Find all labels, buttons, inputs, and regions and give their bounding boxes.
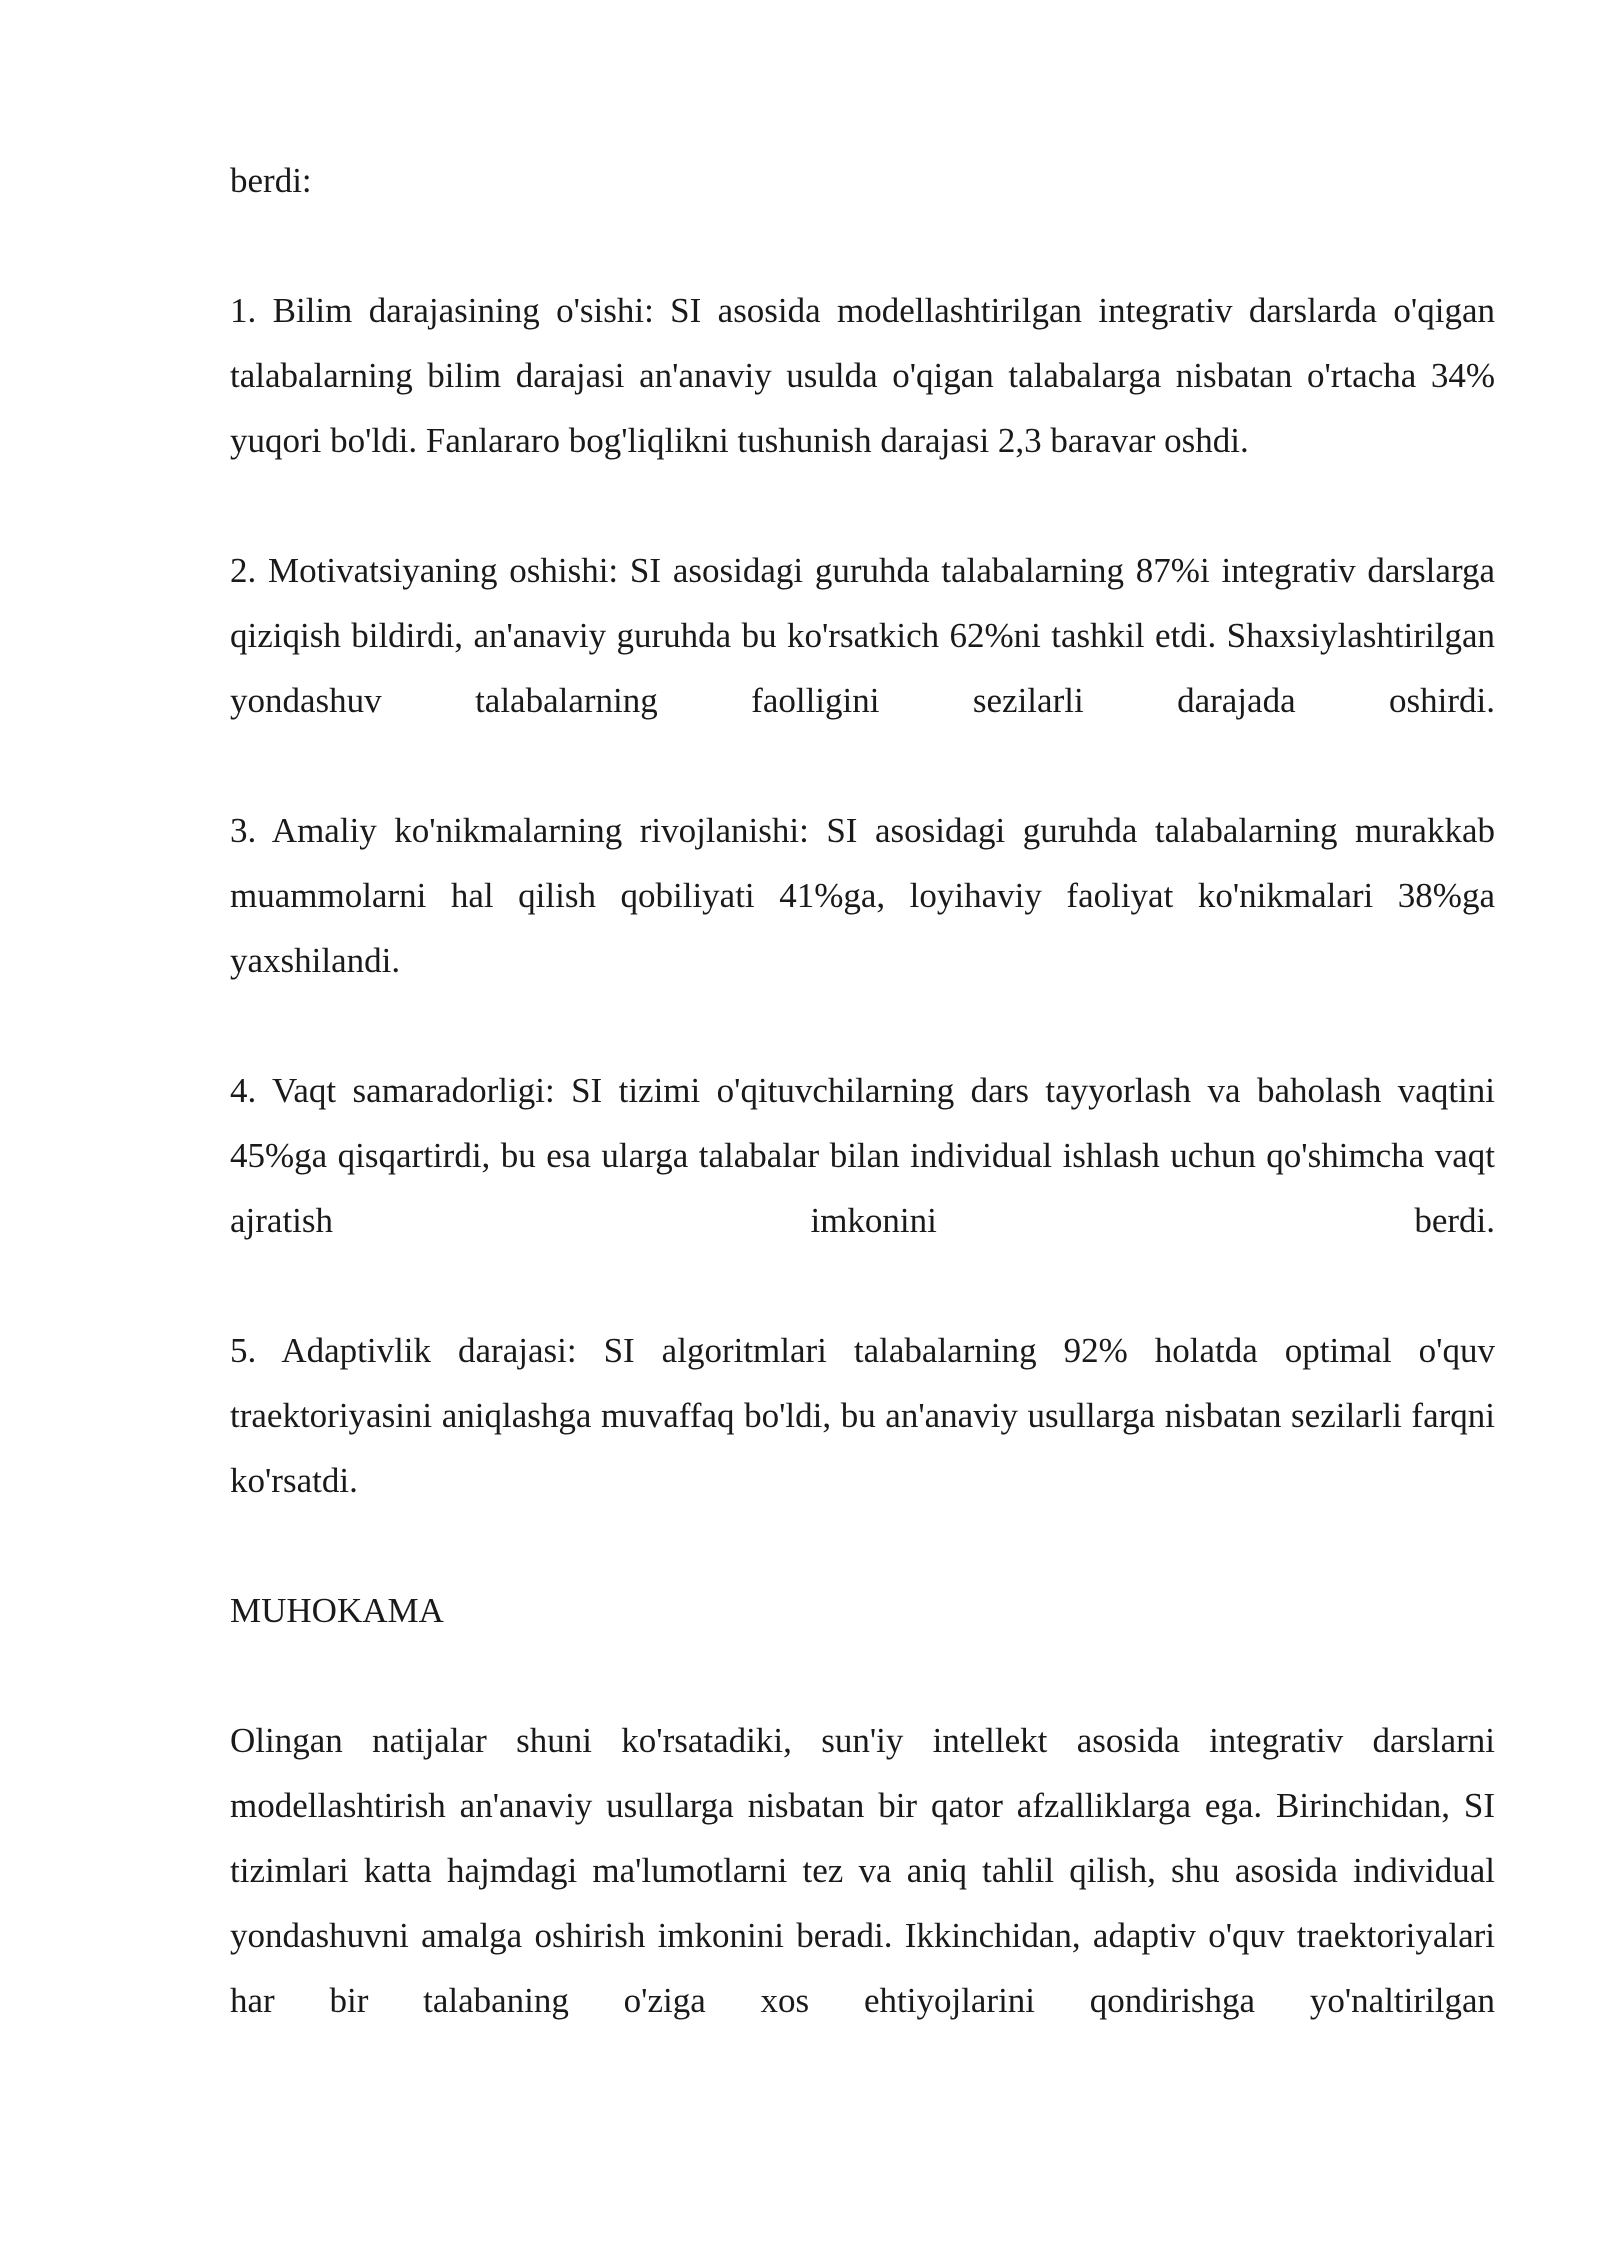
result-item-adaptivity: 5. Adaptivlik darajasi: SI algoritmlari talabalarning 92% holatda optimal o'quv traektoriyasini aniqlashga muvaffaq bo'ldi, bu an'anaviy usullarga nisbatan sezilarli farqni ko'rsatdi.: [230, 1331, 1495, 1500]
result-item-time-efficiency: 4. Vaqt samaradorligi: SI tizimi o'qituvchilarning dars tayyorlash va baholash vaqtini 45%ga qisqartirdi, bu esa ularga talabalar bilan individual ishlash uchun qo'shimcha vaqt ajratish imkonini berdi.: [230, 1071, 1495, 1240]
section-heading: MUHOKAMA: [230, 1591, 444, 1630]
result-item-motivation: 2. Motivatsiyaning oshishi: SI asosidagi guruhda talabalarning 87%i integrativ darslarga qiziqish bildirdi, an'anaviy guruhda bu ko'rsatkich 62%ni tashkil etdi. Shaxsiylashtirilgan yondashuv talabalarning faolligini sezilarli darajada oshirdi.: [230, 551, 1495, 720]
document-body: [230, 148, 1495, 2098]
result-item-practical-skills: 3. Amaliy ko'nikmalarning rivojlanishi: SI asosidagi guruhda talabalarning murakkab muammolarni hal qilish qobiliyati 41%ga, loyihaviy faoliyat ko'nikmalari 38%ga yaxshilandi.: [230, 811, 1495, 980]
result-item-knowledge: 1. Bilim darajasining o'sishi: SI asosida modellashtirilgan integrativ darslarda o'qigan talabalarning bilim darajasi an'anaviy usulda o'qigan talabalarga nisbatan o'rtacha 34% yuqori bo'ldi. Fanlararo bog'liqlikni tushunish darajasi 2,3 baravar oshdi.: [230, 291, 1495, 460]
intro-fragment: berdi:: [230, 161, 312, 200]
discussion-paragraph: Olingan natijalar shuni ko'rsatadiki, sun'iy intellekt asosida integrativ darslarni modellashtirish an'anaviy usullarga nisbatan bir qator afzalliklarga ega. Birinchidan, SI tizimlari katta hajmdagi ma'lumotlarni tez va aniq tahlil qilish, shu asosida individual yondashuvni amalga oshirish imkonini beradi. Ikkinchidan, adaptiv o'quv traektoriyalari har bir talabaning o'ziga xos ehtiyojlarini qondirishga yo'naltirilgan: [230, 1721, 1495, 2020]
